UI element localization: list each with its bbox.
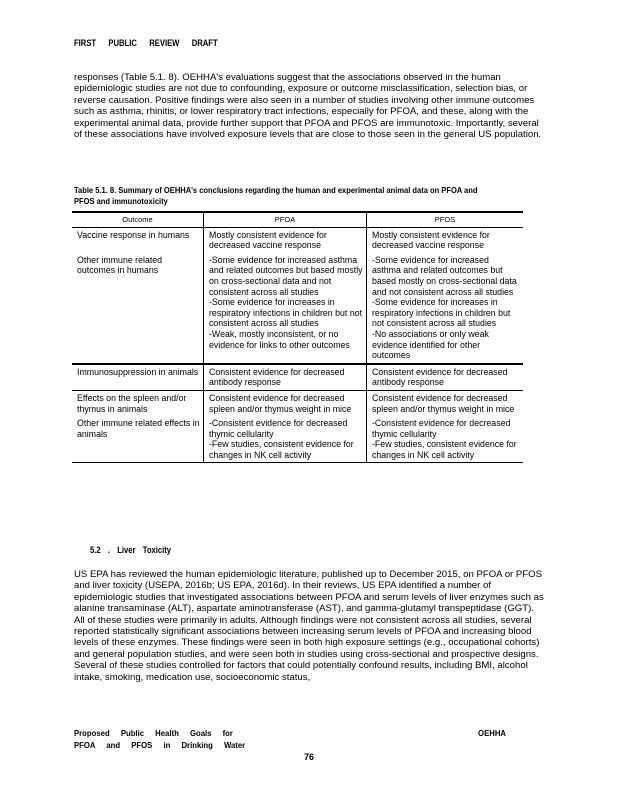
footer-org: OEHHA bbox=[478, 728, 506, 738]
outcome-cell: Effects on the spleen and/or thymus in animals bbox=[77, 392, 187, 414]
pfoa-point: -Some evidence for increased asthma and related outcomes but based mostly on cross-sectional data and not consistent across all studies bbox=[209, 254, 363, 297]
pfoa-cell: Consistent evidence for decreased spleen and/or thymus weight in mice bbox=[204, 390, 367, 416]
pfos-cell: Mostly consistent evidence for decreased vaccine response bbox=[367, 227, 524, 253]
pfos-cell bbox=[367, 416, 524, 463]
header-pfos: PFOS bbox=[367, 212, 524, 227]
pfoa-point: -Consistent evidence for decreased thymic cellularity bbox=[209, 418, 348, 439]
footer-line-1: Proposed Public Health Goals for bbox=[74, 728, 233, 738]
pfoa-point: -Weak, mostly inconsistent, or no evidence for links to other outcomes bbox=[209, 328, 350, 350]
pfoa-point: -Few studies, consistent evidence for changes in NK cell activity bbox=[209, 439, 354, 460]
pfoa-cell: Mostly consistent evidence for decreased vaccine response bbox=[204, 227, 367, 253]
pfos-cell bbox=[367, 253, 524, 364]
pfoa-point: -Some evidence for increases in respiratory infections in children but not consistent across all studies bbox=[209, 297, 363, 329]
table-row bbox=[72, 364, 523, 391]
page-footer bbox=[74, 727, 506, 751]
table-row bbox=[72, 227, 523, 253]
outcome-cell: Vaccine response in humans bbox=[77, 229, 190, 240]
liver-paragraph: US EPA has reviewed the human epidemiologic literature, published up to December 2015, on PFOA or PFOS and liver toxicity (USEPA, 2016b; US EPA, 2016d). In their reviews, US EPA identified a number of epidemiologic studies that investigated associations between PFOA and serum levels of liver enzymes such as alanine transaminase (ALT), aspartate aminotransferase (AST), and gamma-glutamyl transpeptidase (GGT). All of these studies were primarily in adults. Although findings were not consistent across all studies, several reported statistically significant associations between increasing serum levels of PFOA and increasing blood levels of these enzymes. These findings were seen in both high exposure settings (e.g., occupational cohorts) and general population studies, and were seen both in studies using cross-sectional and prospective designs. Several of these studies controlled for factors that could potentially confound results, including BMI, alcohol intake, smoking, medication use, socioeconomic status, bbox=[74, 569, 544, 683]
pfos-cell: Consistent evidence for decreased antibody response bbox=[367, 364, 524, 391]
pfoa-cell bbox=[204, 416, 367, 463]
pfoa-cell: Consistent evidence for decreased antibody response bbox=[204, 364, 367, 391]
pfos-point: -Consistent evidence for decreased thymic cellularity bbox=[372, 418, 511, 439]
footer-line-2: PFOA and PFOS in Drinking Water bbox=[74, 740, 246, 750]
page-number: 76 bbox=[303, 752, 314, 762]
pfos-point: -No associations or only weak evidence identified for other outcomes bbox=[372, 328, 489, 361]
header-outcome: Outcome bbox=[72, 212, 204, 227]
pfoa-cell bbox=[204, 253, 367, 364]
table-row bbox=[72, 253, 523, 364]
intro-paragraph: responses (Table 5.1. 8). OEHHA's evaluations suggest that the associations observed in the human epidemiologic studies are not due to confounding, exposure or outcome misclassification, selection bias, or reverse causation. Positive findings were also seen in a number of studies involving other immune outcomes such as asthma, rhinitis, or lower respiratory tract infections, especially for PFOA, and these, along with the experimental animal data, provide further support that PFOA and PFOS are immunotoxic. Importantly, several of these associations have involved exposure levels that are close to those seen in the general US population. bbox=[74, 72, 542, 141]
outcome-cell: Immunosuppression in animals bbox=[72, 364, 204, 391]
table-row bbox=[72, 416, 523, 463]
table-header-row bbox=[72, 212, 523, 227]
table-caption: Table 5.1. 8. Summary of OEHHA's conclusions regarding the human and experimental animal data on PFOA and PFOS and immunotoxicity bbox=[74, 185, 478, 206]
pfos-point: -Some evidence for increased asthma and related outcomes but based mostly on cross-sectional data and not consistent across all studies bbox=[372, 254, 517, 297]
pfos-cell: Consistent evidence for decreased spleen and/or thymus weight in mice bbox=[367, 390, 524, 416]
header-pfoa: PFOA bbox=[204, 212, 367, 227]
section-heading: 5.2 . Liver Toxicity bbox=[90, 545, 172, 555]
outcome-cell: Other immune related outcomes in humans bbox=[77, 254, 163, 276]
table-row bbox=[72, 390, 523, 416]
outcome-cell: Other immune related effects in animals bbox=[72, 416, 204, 463]
pfos-point: -Some evidence for increases in respiratory infections in children but not consistent across all studies bbox=[372, 297, 511, 329]
immunotoxicity-summary-table bbox=[72, 211, 523, 463]
draft-header: FIRST PUBLIC REVIEW DRAFT bbox=[74, 38, 218, 48]
pfos-point: -Few studies, consistent evidence for changes in NK cell activity bbox=[372, 439, 517, 460]
